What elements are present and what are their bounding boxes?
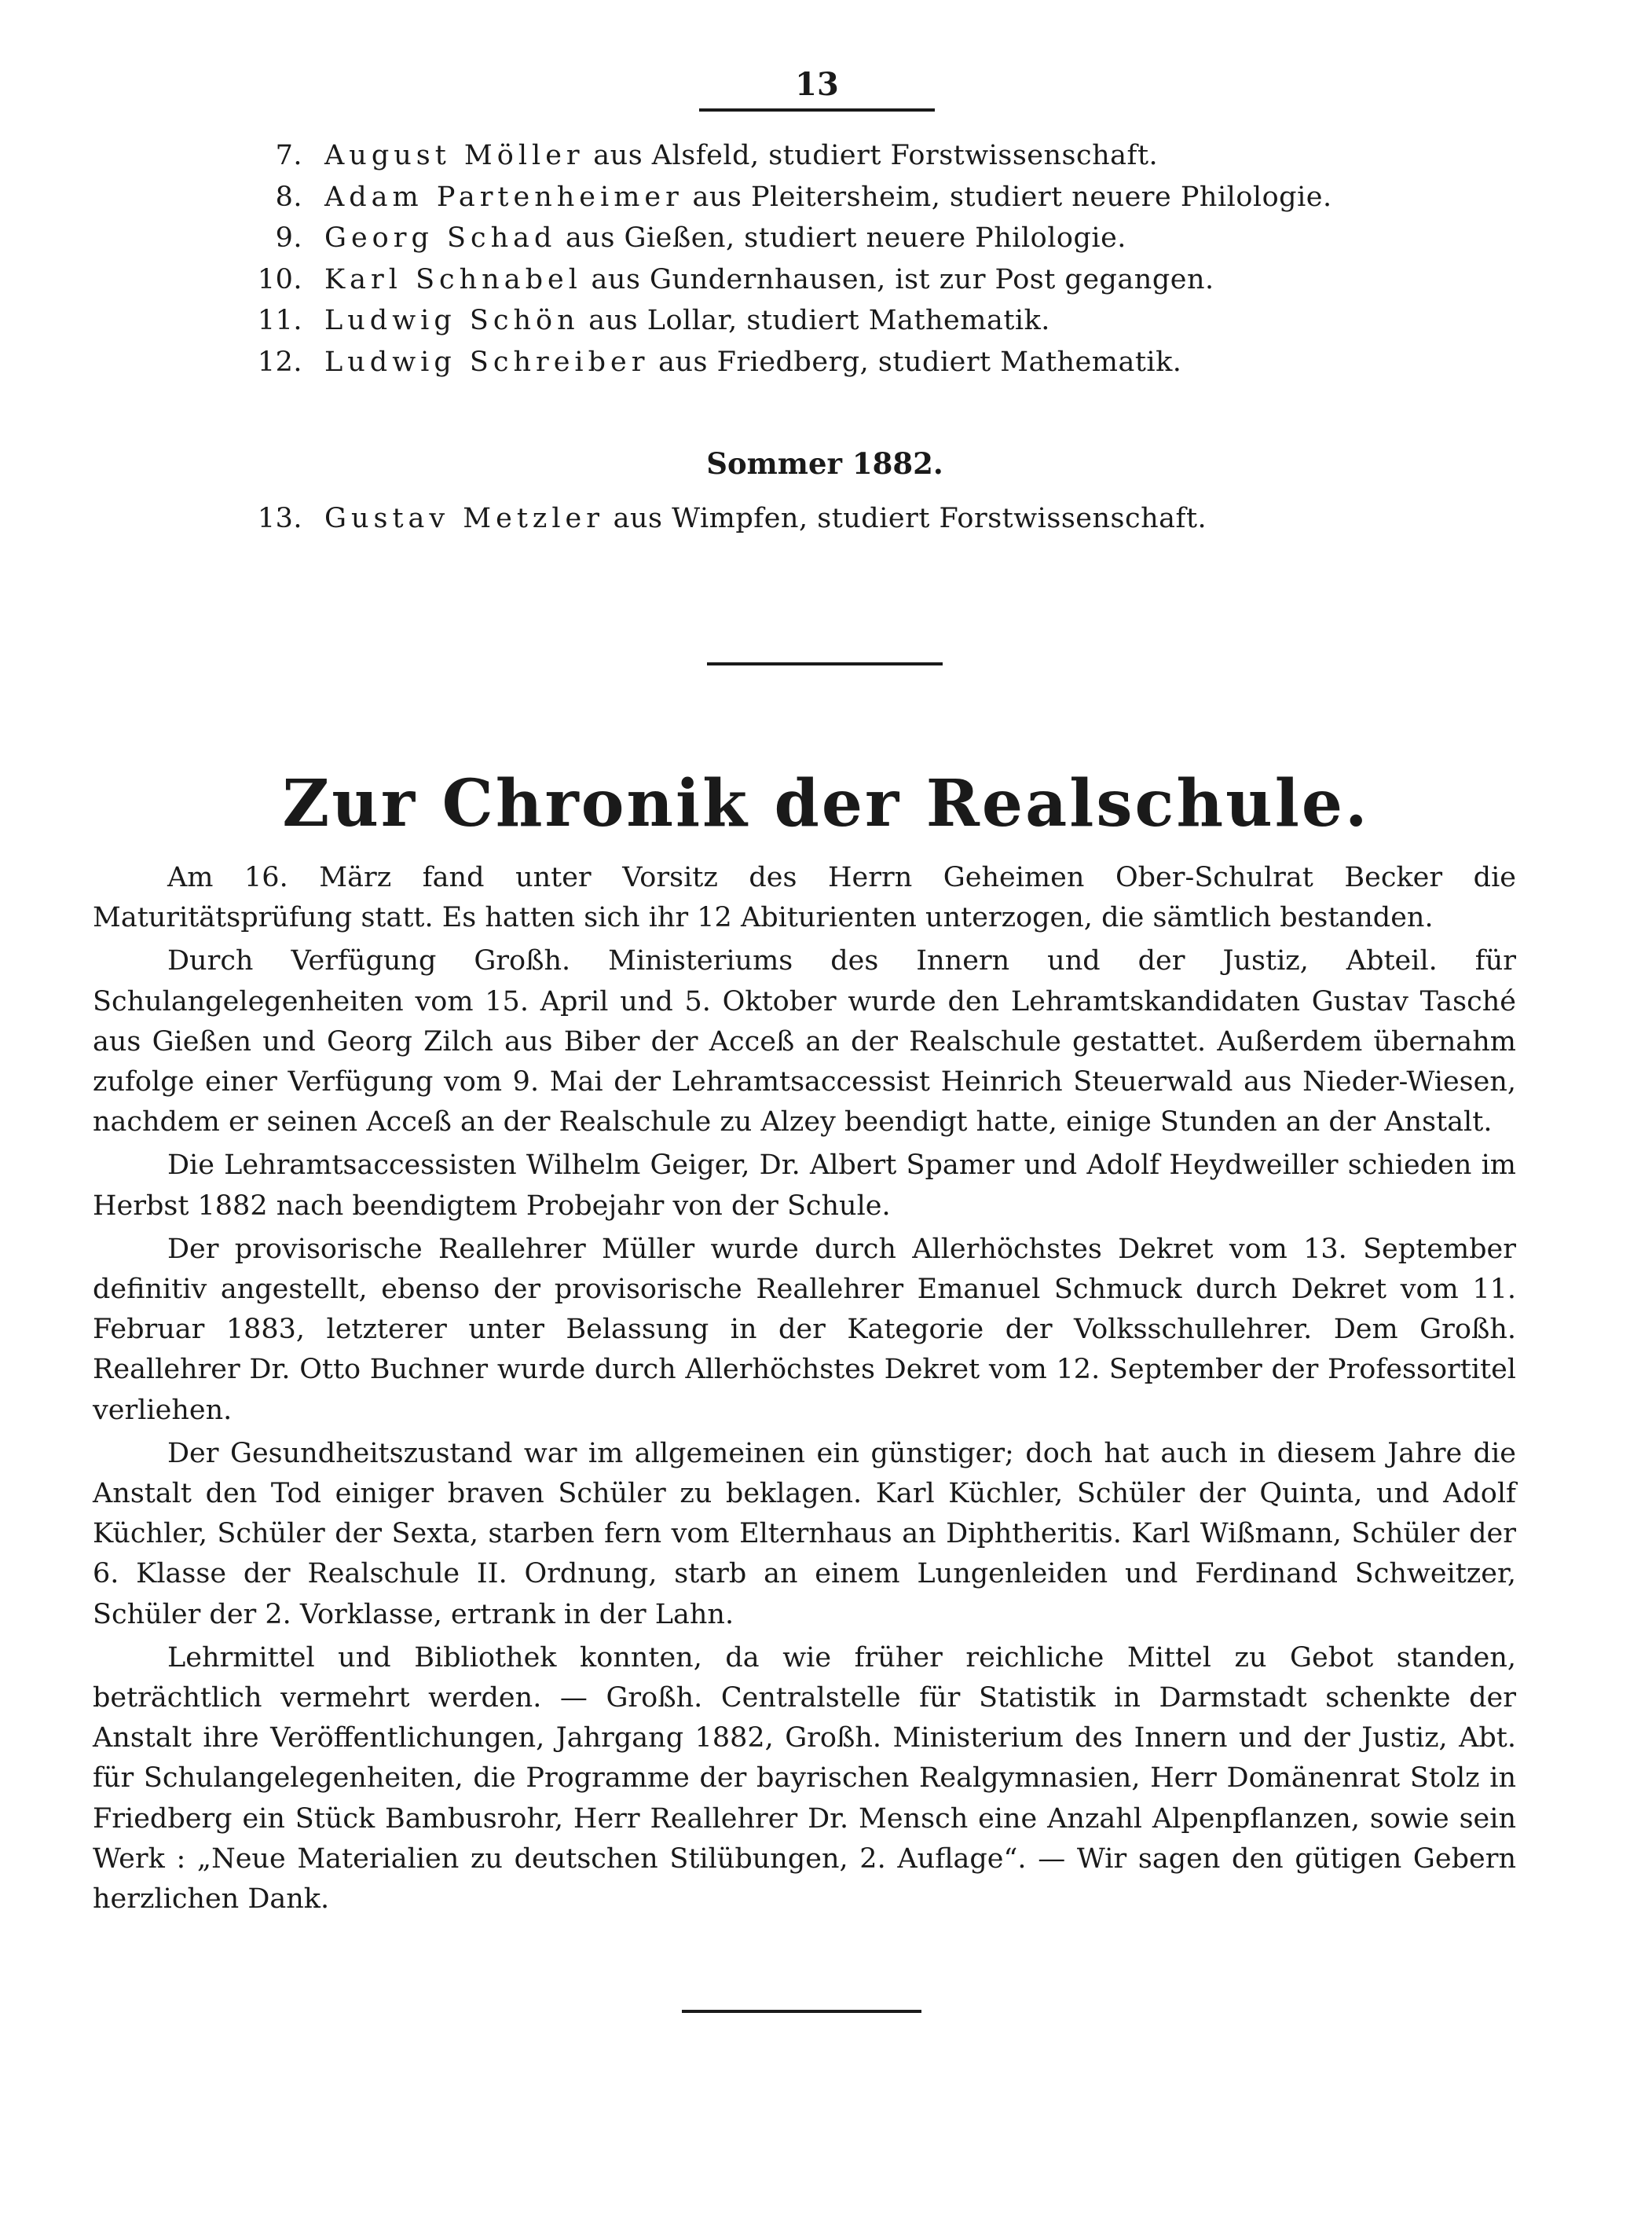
page-number: 13 (795, 66, 839, 103)
graduate-details: aus Gundernhausen, ist zur Post gegangen. (581, 263, 1214, 295)
item-number: 13. (257, 503, 302, 534)
item-number: 11. (257, 305, 302, 336)
item-number: 7. (275, 140, 302, 171)
graduate-name: Ludwig Schreiber (324, 346, 650, 378)
graduate-name: Karl Schnabel (324, 263, 582, 295)
graduate-details: aus Pleitersheim, studiert neuere Philologie. (683, 181, 1332, 213)
paragraph: Die Lehramtsaccessisten Wilhelm Geiger, Dr. Albert Spamer und Adolf Heydweiller schieden im Herbst 1882 nach beendigtem Probejahr von der Schule. (93, 1149, 1516, 1222)
footer-rule (682, 2010, 921, 2013)
season-heading: Sommer 1882. (706, 446, 943, 481)
section-divider (707, 662, 943, 665)
list-item (255, 300, 1434, 342)
header-rule (699, 108, 935, 112)
list-item (255, 218, 1434, 259)
item-number: 9. (275, 222, 302, 254)
list-item (255, 135, 1434, 177)
list-item (255, 177, 1434, 218)
item-number: 12. (257, 346, 302, 378)
paragraph: Der Gesundheitszustand war im allgemeinen ein günstiger; doch hat auch in diesem Jahre die Anstalt den Tod einiger braven Schüler zu beklagen. Karl Küchler, Schüler der Quinta, und Adolf Küchler, Schüler der Sexta, starben fern vom Elternhaus an Diphtheritis. Karl Wißmann, Schüler der 6. Klasse der Realschule II. Ordnung, starb an einem Lungenleiden und Ferdinand Schweitzer, Schüler der 2. Vorklasse, ertrank in der Lahn. (93, 1437, 1516, 1630)
graduate-details: aus Alsfeld, studiert Forstwissenschaft. (584, 140, 1159, 171)
list-item (255, 259, 1434, 301)
paragraph: Der provisorische Reallehrer Müller wurde durch Allerhöchstes Dekret vom 13. September definitiv angestellt, ebenso der provisorische Reallehrer Emanuel Schmuck durch Dekret vom 11. Februar 1883, letzterer unter Belassung in der Kategorie der Volksschullehrer. Dem Großh. Reallehrer Dr. Otto Buchner wurde durch Allerhöchstes Dekret vom 12. September der Professortitel verliehen. (93, 1233, 1516, 1426)
graduate-details: aus Lollar, studiert Mathematik. (579, 305, 1050, 336)
item-number: 8. (275, 181, 302, 213)
chronicle-title: Zur Chronik der Realschule. (282, 766, 1370, 841)
paragraph: Lehrmittel und Bibliothek konnten, da wie früher reichliche Mittel zu Gebot standen, beträchtlich vermehrt werden. — Großh. Centralstelle für Statistik in Darmstadt schenkte der Anstalt ihre Veröffentlichungen, Jahrgang 1882, Großh. Ministerium des Innern und der Justiz, Abt. für Schulangelegenheiten, die Programme der bayrischen Realgymnasien, Herr Domänenrat Stolz in Friedberg ein Stück Bambusrohr, Herr Reallehrer Dr. Mensch eine Anzahl Alpenpflanzen, sowie sein Werk : „Neue Materialien zu deutschen Stilübungen, 2. Auflage“. — Wir sagen den gütigen Gebern herzlichen Dank. (93, 1641, 1516, 1916)
graduate-name: Adam Partenheimer (324, 181, 683, 213)
graduate-name: August Möller (324, 140, 584, 171)
graduate-details: aus Wimpfen, studiert Forstwissenschaft. (604, 503, 1207, 534)
graduate-name: Ludwig Schön (324, 305, 580, 336)
graduate-details: aus Friedberg, studiert Mathematik. (649, 346, 1182, 378)
graduate-name: Georg Schad (324, 222, 557, 254)
list-item (255, 342, 1434, 383)
graduate-details: aus Gießen, studiert neuere Philologie. (556, 222, 1126, 254)
graduates-list (255, 135, 1434, 383)
paragraph: Am 16. März fand unter Vorsitz des Herrn Geheimen Ober-Schulrat Becker die Maturitätsprüfung statt. Es hatten sich ihr 12 Abiturienten unterzogen, die sämtlich bestanden. (93, 862, 1516, 934)
list-item (255, 498, 1434, 540)
paragraph: Durch Verfügung Großh. Ministeriums des Innern und der Justiz, Abteil. für Schulangelegenheiten vom 15. April und 5. Oktober wurde den Lehramtskandidaten Gustav Tasché aus Gießen und Georg Zilch aus Biber der Acceß an der Realschule gestattet. Außerdem übernahm zufolge einer Verfügung vom 9. Mai der Lehramtsaccessist Heinrich Steuerwald aus Nieder-Wiesen, nachdem er seinen Acceß an der Realschule zu Alzey beendigt hatte, einige Stunden an der Anstalt. (93, 945, 1516, 1138)
item-number: 10. (257, 263, 302, 295)
graduate-name: Gustav Metzler (324, 503, 604, 534)
chronicle-body (93, 858, 1516, 1919)
summer-graduates-list (255, 498, 1434, 540)
